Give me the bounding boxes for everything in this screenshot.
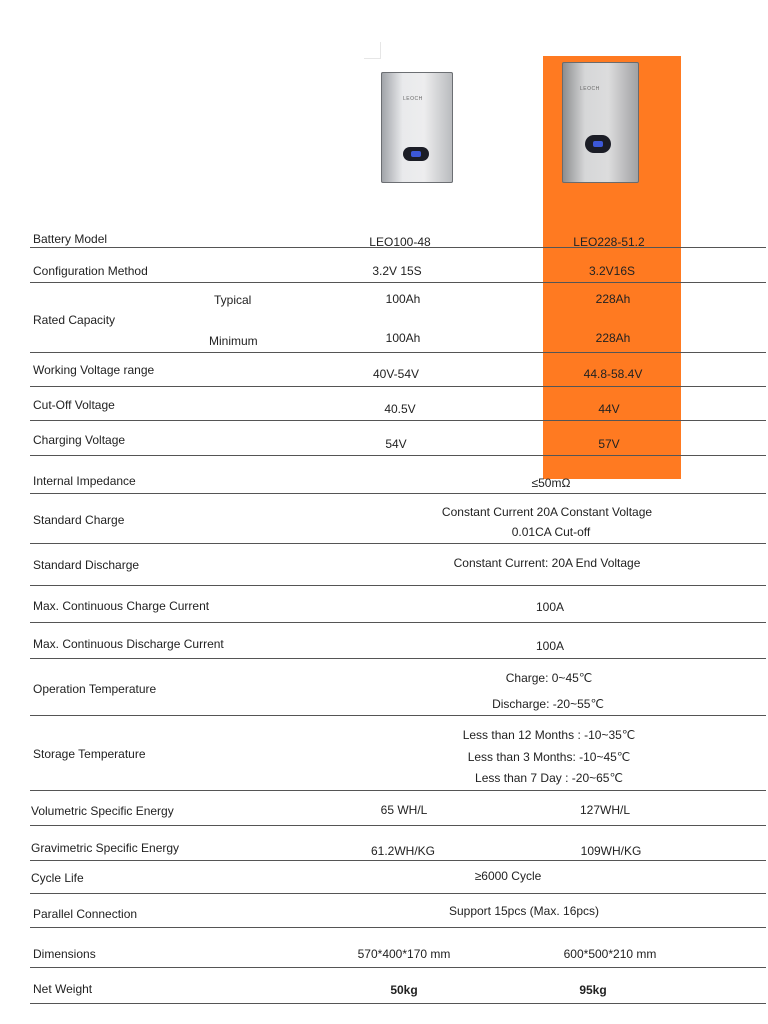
corner-mark bbox=[364, 42, 381, 59]
product-image-leo228 bbox=[562, 62, 639, 183]
row-divider bbox=[30, 658, 766, 659]
label-storage-temperature: Storage Temperature bbox=[33, 747, 146, 761]
gravimetric-energy-col2: 109WH/KG bbox=[580, 844, 642, 858]
label-max-discharge-current: Max. Continuous Discharge Current bbox=[33, 637, 224, 651]
standard-discharge-value: Constant Current: 20A End Voltage bbox=[453, 556, 641, 570]
label-typical: Typical bbox=[214, 293, 252, 307]
max-charge-current-value: 100A bbox=[535, 600, 565, 614]
storage-temp-line2: Less than 3 Months: -10~45℃ bbox=[467, 750, 631, 764]
dimensions-col1: 570*400*170 mm bbox=[357, 947, 451, 961]
row-divider bbox=[30, 860, 766, 861]
row-divider bbox=[30, 455, 766, 456]
row-divider bbox=[30, 715, 766, 716]
capacity-minimum-col2: 228Ah bbox=[595, 331, 631, 345]
label-max-charge-current: Max. Continuous Charge Current bbox=[33, 599, 210, 613]
row-divider bbox=[30, 386, 766, 387]
row-divider bbox=[30, 493, 766, 494]
row-divider bbox=[30, 1003, 766, 1004]
storage-temp-line3: Less than 7 Day : -20~65℃ bbox=[475, 771, 623, 785]
row-divider bbox=[30, 790, 766, 791]
row-divider bbox=[30, 420, 766, 421]
working-voltage-col2: 44.8-58.4V bbox=[583, 367, 643, 381]
label-battery-model: Battery Model bbox=[33, 232, 108, 246]
label-configuration: Configuration Method bbox=[33, 264, 148, 278]
row-divider bbox=[30, 543, 766, 544]
cutoff-voltage-col2: 44V bbox=[598, 402, 620, 416]
label-cycle-life: Cycle Life bbox=[31, 871, 84, 885]
cycle-life-value: ≥6000 Cycle bbox=[474, 869, 542, 883]
label-cutoff-voltage: Cut-Off Voltage bbox=[33, 398, 115, 412]
label-rated-capacity: Rated Capacity bbox=[33, 313, 116, 327]
working-voltage-col1: 40V-54V bbox=[372, 367, 420, 381]
configuration-col1: 3.2V 15S bbox=[372, 264, 422, 278]
capacity-typical-col2: 228Ah bbox=[595, 292, 631, 306]
capacity-typical-col1: 100Ah bbox=[385, 292, 421, 306]
label-standard-charge: Standard Charge bbox=[33, 513, 125, 527]
model-col2: LEO228-51.2 bbox=[573, 235, 645, 249]
max-discharge-current-value: 100A bbox=[535, 639, 565, 653]
row-divider bbox=[30, 352, 766, 353]
label-standard-discharge: Standard Discharge bbox=[33, 558, 140, 572]
standard-charge-line2: 0.01CA Cut-off bbox=[511, 525, 591, 539]
product-image-leo100 bbox=[381, 72, 453, 183]
label-charging-voltage: Charging Voltage bbox=[33, 433, 126, 447]
row-divider bbox=[30, 825, 766, 826]
label-operation-temperature: Operation Temperature bbox=[33, 682, 157, 696]
row-divider bbox=[30, 927, 766, 928]
operation-temp-discharge: Discharge: -20~55℃ bbox=[492, 697, 604, 711]
charging-voltage-col2: 57V bbox=[598, 437, 620, 451]
configuration-col2: 3.2V16S bbox=[588, 264, 636, 278]
label-volumetric-energy: Volumetric Specific Energy bbox=[31, 804, 174, 818]
charging-voltage-col1: 54V bbox=[385, 437, 407, 451]
product-brand-label: LEOCH bbox=[403, 96, 423, 102]
dimensions-col2: 600*500*210 mm bbox=[563, 947, 657, 961]
label-working-voltage: Working Voltage range bbox=[33, 363, 155, 377]
parallel-connection-value: Support 15pcs (Max. 16pcs) bbox=[448, 904, 600, 918]
label-minimum: Minimum bbox=[209, 334, 258, 348]
row-divider bbox=[30, 585, 766, 586]
net-weight-col1: 50kg bbox=[390, 983, 418, 997]
model-col1: LEO100-48 bbox=[369, 235, 431, 249]
row-divider bbox=[30, 893, 766, 894]
net-weight-col2: 95kg bbox=[579, 983, 607, 997]
label-internal-impedance: Internal Impedance bbox=[33, 474, 136, 488]
standard-charge-line1: Constant Current 20A Constant Voltage bbox=[441, 505, 653, 519]
internal-impedance-value: ≤50mΩ bbox=[531, 476, 571, 490]
label-gravimetric-energy: Gravimetric Specific Energy bbox=[31, 841, 180, 855]
label-net-weight: Net Weight bbox=[33, 982, 93, 996]
row-divider bbox=[30, 622, 766, 623]
label-dimensions: Dimensions bbox=[33, 947, 96, 961]
cutoff-voltage-col1: 40.5V bbox=[384, 402, 416, 416]
product-brand-label: LEOCH bbox=[580, 86, 600, 92]
gravimetric-energy-col1: 61.2WH/KG bbox=[370, 844, 436, 858]
volumetric-energy-col2: 127WH/L bbox=[579, 803, 631, 817]
row-divider bbox=[30, 282, 766, 283]
storage-temp-line1: Less than 12 Months : -10~35℃ bbox=[462, 728, 636, 742]
display-icon bbox=[585, 135, 611, 153]
row-divider bbox=[30, 967, 766, 968]
volumetric-energy-col1: 65 WH/L bbox=[380, 803, 428, 817]
capacity-minimum-col1: 100Ah bbox=[385, 331, 421, 345]
display-icon bbox=[403, 147, 429, 161]
operation-temp-charge: Charge: 0~45℃ bbox=[505, 671, 593, 685]
label-parallel-connection: Parallel Connection bbox=[33, 907, 138, 921]
